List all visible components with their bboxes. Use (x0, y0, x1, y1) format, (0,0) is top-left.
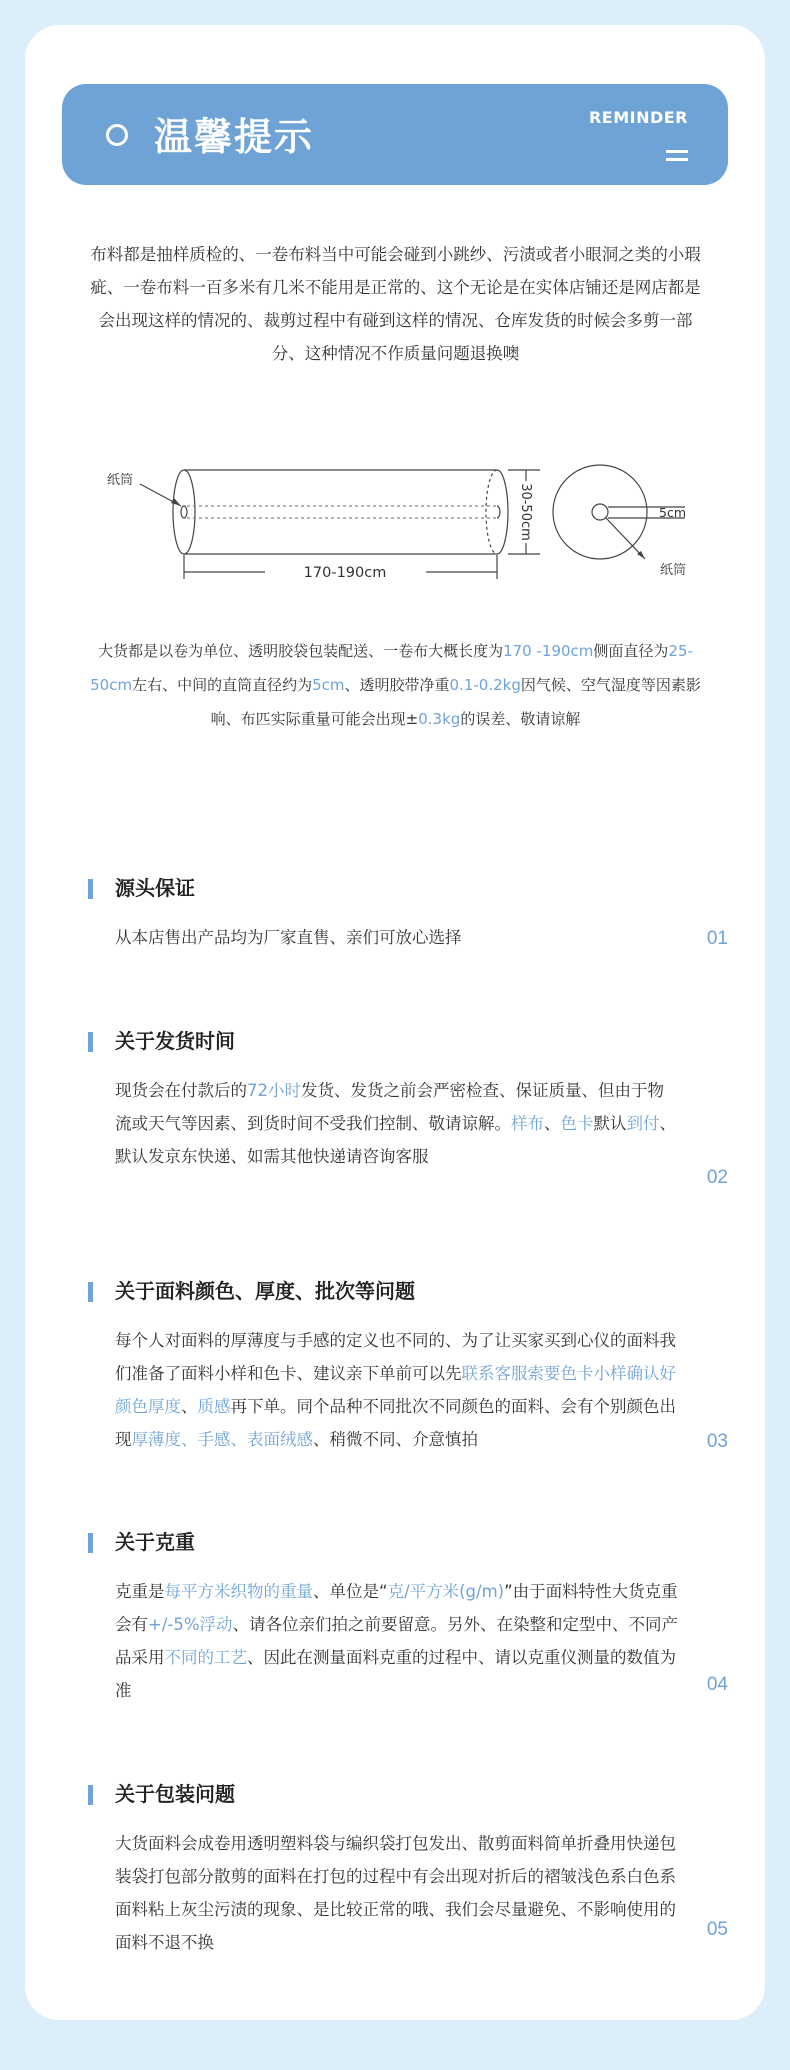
section-body (115, 1575, 680, 1707)
reminder-banner (62, 84, 728, 185)
section-marker (88, 1785, 93, 1805)
section-source-guarantee (88, 873, 728, 963)
core-size-label: 5cm (659, 505, 687, 520)
section-shipping-time (88, 1026, 728, 1196)
section-text: 克重是 (115, 1582, 165, 1601)
roll-right-end (497, 470, 508, 554)
section-body (115, 921, 680, 954)
right-core (497, 506, 500, 518)
section-number: 01 (706, 928, 728, 949)
stock-text-6: 的误差、敬请谅解 (460, 710, 581, 728)
stock-highlight-diameter: 25-50cm (90, 642, 693, 694)
section-text: ”由于面料特性大货克重会有 (115, 1582, 678, 1634)
section-text: 大货面料会成卷用透明塑料袋与编织袋打包发出、散剪面料简单折叠用快递包装袋打包部分散剪的面料在打包的过程中有会出现对折后的褶皱浅色系白色系面料粘上灰尘污渍的现象、是比较正常的哦、我们会尽量避免、不影响使用的面料不退不换 (115, 1834, 676, 1952)
section-text: 、请各位亲们拍之前要留意。另外、在染整和定型中、不同产品采用 (115, 1615, 679, 1667)
highlight-contact-service: 联系客服索要色卡小样确认好颜色厚度 (115, 1364, 676, 1416)
section-text: 再下单。同个品种不同批次不同颜色的面料、会有个别颜色出现 (115, 1397, 676, 1449)
section-text: 、稍微不同、介意慎拍 (313, 1430, 478, 1449)
highlight-texture: 质感 (197, 1397, 231, 1416)
highlight-unit: 克/平方米(g/m) (387, 1582, 505, 1601)
section-marker (88, 1282, 93, 1302)
length-label: 170-190cm (303, 565, 387, 581)
section-text: 现货会在付款后的 (115, 1081, 247, 1100)
menu-lines-icon (666, 150, 688, 166)
section-text: 从本店售出产品均为厂家直售、亲们可放心选择 (115, 928, 462, 947)
section-body (115, 1324, 680, 1456)
section-body (115, 1074, 680, 1173)
banner-title: 温馨提示 (154, 115, 315, 159)
roll-right-end-hidden (486, 470, 497, 554)
section-title: 关于发货时间 (115, 1029, 235, 1053)
section-marker (88, 1533, 93, 1553)
section-number: 02 (706, 1167, 728, 1188)
left-core (181, 506, 187, 518)
section-text: 、默认发京东快递、如需其他快递请咨询客服 (115, 1114, 676, 1166)
highlight-color-card: 色卡 (560, 1114, 594, 1133)
section-text: 、单位是“ (313, 1582, 388, 1601)
stock-highlight-core: 5cm (312, 676, 345, 694)
left-tube-label: 纸筒 (107, 473, 134, 488)
highlight-72h: 72小时 (247, 1081, 301, 1100)
diameter-label: 30-50cm (518, 483, 533, 541)
section-text: 、 (544, 1114, 561, 1133)
section-color-thickness-batch (88, 1276, 728, 1476)
intro-paragraph: 布料都是抽样质检的、一卷布料当中可能会碰到小跳纱、污渍或者小眼洞之类的小瑕疵、一卷布料一百多米有几米不能用是正常的、这个无论是在实体店铺还是网店都是会出现这样的情况的、裁剪过程中有碰到这样的情况、仓库发货的时候会多剪一部分、这种情况不作质量问题退换噢 (90, 245, 701, 363)
section-text: 发货、发货之前会严密检查、保证质量、但由于物流或天气等因素、到货时间不受我们控制、敬请谅解。 (115, 1081, 664, 1133)
stock-text-1: 大货都是以卷为单位、透明胶袋包装配送、一卷布大概长度为 (98, 642, 504, 660)
section-title: 关于包装问题 (115, 1782, 235, 1806)
section-packaging (88, 1779, 728, 1979)
section-title: 关于克重 (115, 1530, 195, 1554)
section-number: 05 (706, 1919, 728, 1940)
section-number: 04 (706, 1674, 728, 1695)
circle-icon (106, 124, 128, 146)
stock-info-paragraph (88, 634, 703, 736)
section-gram-weight (88, 1527, 728, 1727)
section-text: 每个人对面料的厚薄度与手感的定义也不同的、为了让买家买到心仪的面料我们准备了面料小样和色卡、建议亲下单前可以先 (115, 1331, 676, 1383)
section-marker (88, 879, 93, 899)
stock-highlight-error: 0.3kg (418, 710, 461, 728)
section-body (115, 1827, 680, 1959)
highlight-weight-definition: 每平方米织物的重量 (164, 1582, 313, 1601)
stock-highlight-length: 170 -190cm (503, 642, 594, 660)
section-title: 源头保证 (115, 876, 195, 900)
stock-text-5: 因气候、空气湿度等因素影响、布匹实际重量可能会出现± (210, 676, 701, 728)
section-marker (88, 1032, 93, 1052)
highlight-sample: 样布 (511, 1114, 544, 1133)
fabric-roll-diagram (95, 455, 705, 600)
stock-text-4: 、透明胶带净重 (344, 676, 450, 694)
section-text: 、 (181, 1397, 198, 1416)
stock-highlight-tape-weight: 0.1-0.2kg (449, 676, 521, 694)
right-tube-label: 纸筒 (660, 563, 687, 578)
section-title: 关于面料颜色、厚度、批次等问题 (115, 1279, 415, 1303)
stock-text-3: 左右、中间的直筒直径约为 (132, 676, 313, 694)
left-arrowhead (171, 498, 181, 506)
highlight-cod: 到付 (626, 1114, 660, 1133)
section-text: 、因此在测量面料克重的过程中、请以克重仪测量的数值为准 (115, 1648, 676, 1700)
section-text: 默认 (593, 1114, 627, 1133)
roll-left-end (173, 470, 195, 554)
banner-tag: REMINDER (588, 108, 688, 127)
highlight-thickness-feel: 厚薄度、手感、表面绒感 (131, 1430, 313, 1449)
section-number: 03 (706, 1431, 728, 1452)
stock-text-2: 侧面直径为 (593, 642, 669, 660)
highlight-process: 不同的工艺 (164, 1648, 247, 1667)
end-view-outer (553, 465, 647, 559)
highlight-tolerance: +/-5%浮动 (148, 1615, 233, 1634)
end-view-core (592, 504, 608, 520)
